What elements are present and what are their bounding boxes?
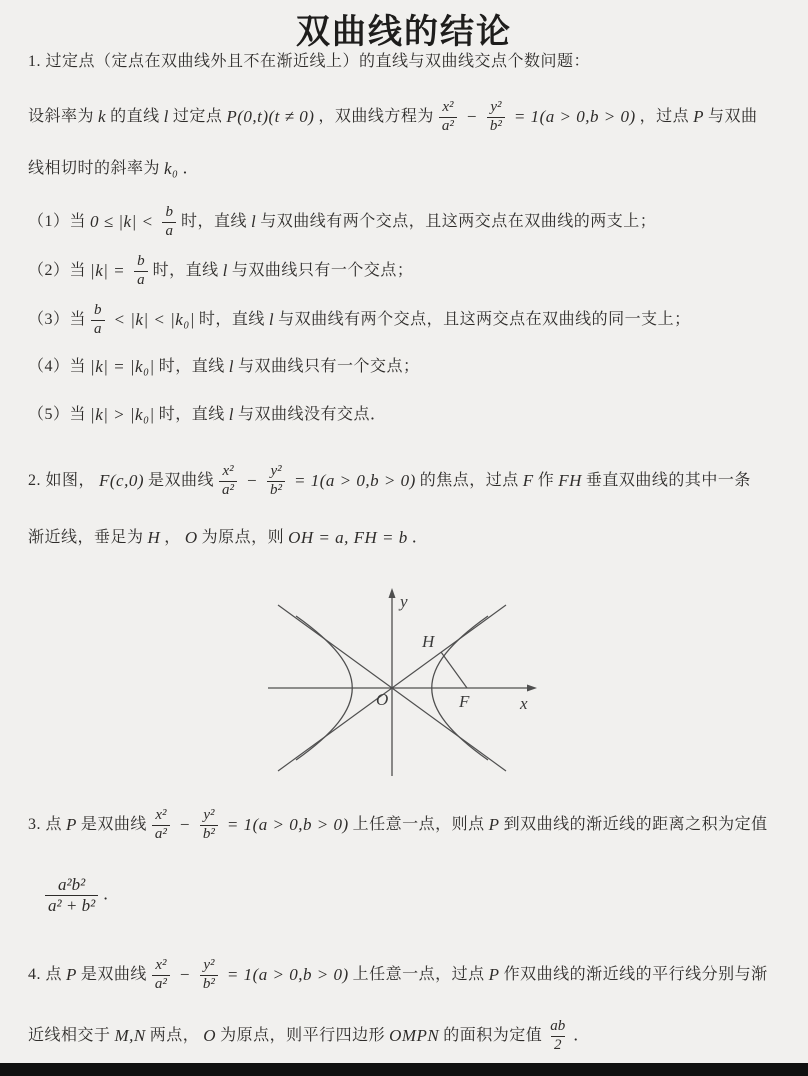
math-run: P: [488, 815, 500, 835]
fraction: [200, 957, 218, 993]
math-run: = 1(a > 0,b > 0): [513, 107, 636, 127]
text-run: 时，直线: [198, 311, 265, 328]
math-run: P: [488, 965, 500, 985]
text-run: 过定点: [172, 108, 223, 125]
case-1: [28, 197, 656, 247]
label-focus: F: [459, 692, 470, 711]
math-run: O: [203, 1026, 217, 1046]
case-4: [28, 350, 419, 384]
math-run: |k| =: [90, 261, 126, 281]
math-run: l: [222, 261, 228, 281]
fraction-numerator: y²: [490, 99, 502, 116]
fraction-numerator: y²: [270, 463, 282, 480]
case-2: [28, 247, 413, 295]
math-run: −: [178, 965, 191, 985]
text-run: 为原点，则平行四边形: [220, 1027, 386, 1044]
text-run: 时，直线: [180, 213, 247, 230]
text-run: ．: [182, 159, 199, 177]
text-run: ．: [411, 528, 429, 546]
label-y: y: [400, 592, 408, 611]
text-run: 时，直线: [158, 358, 225, 375]
math-run: l: [250, 212, 257, 232]
fraction-denominator: a: [134, 271, 148, 289]
math-run: F: [522, 471, 534, 491]
fraction-numerator: y²: [203, 957, 215, 974]
text-run: 与双曲线只有一个交点；: [237, 358, 420, 375]
math-run: −: [465, 107, 478, 127]
math-run: |k| > |k₀|: [90, 405, 155, 425]
math-run: l: [268, 310, 275, 330]
text-run: 与双曲线有两个交点，且这两交点在双曲线的同一支上；: [278, 311, 691, 328]
item1-heading: [28, 52, 590, 72]
text-run: 与双曲: [708, 108, 758, 125]
fraction-denominator: b²: [267, 481, 285, 499]
segment-fh: [441, 652, 467, 688]
text-run: 是双曲线: [80, 966, 147, 983]
text-run: 时，直线: [152, 262, 219, 279]
fraction-numerator: a²b²: [57, 874, 86, 894]
text-run: 到双曲线的渐近线的距离之积为定值: [503, 816, 768, 833]
text-run: 是双曲线: [148, 472, 215, 489]
math-run: k₀: [164, 159, 179, 178]
text-run: 是双曲线: [80, 816, 147, 833]
item4-line2: [28, 1010, 590, 1062]
text-run: 与双曲线只有一个交点；: [231, 262, 414, 279]
text-run: （1）当: [28, 213, 87, 230]
text-run: 与双曲线没有交点．: [237, 406, 387, 423]
math-run: P: [693, 107, 705, 127]
fraction: [439, 99, 457, 135]
math-run: M,N: [114, 1026, 146, 1046]
fraction-denominator: 2: [551, 1036, 565, 1054]
label-origin: O: [376, 690, 389, 709]
fraction: [134, 253, 148, 289]
math-run: |k| = |k₀|: [90, 357, 155, 377]
math-run: O: [184, 528, 198, 547]
label-foot: H: [422, 632, 435, 651]
fraction-denominator: b²: [200, 825, 218, 843]
fraction: [547, 1018, 568, 1054]
fraction-denominator: b²: [200, 975, 218, 993]
math-run: = 1(a > 0,b > 0): [226, 965, 349, 985]
fraction-denominator: b²: [487, 117, 505, 135]
fraction: [152, 807, 170, 843]
math-run: = 1(a > 0,b > 0): [294, 471, 416, 491]
hyperbola-figure: [248, 581, 548, 781]
math-run: OMPN: [389, 1026, 440, 1046]
fraction: [45, 875, 98, 915]
math-run: 0 ≤ |k| <: [90, 212, 154, 232]
math-run: −: [246, 471, 259, 491]
text-run: 4. 点: [28, 966, 63, 983]
math-run: = 1(a > 0,b > 0): [226, 815, 349, 835]
math-run: P(0,t)(t ≠ 0): [226, 107, 315, 127]
text-run: 作双曲线的渐近线的平行线分别与渐: [503, 966, 768, 983]
text-run: ．: [573, 1027, 590, 1044]
text-run: 上任意一点，过点: [352, 966, 485, 983]
math-run: H: [147, 528, 161, 547]
math-run: FH: [558, 471, 582, 491]
item3-line1: [28, 798, 768, 852]
text-run: 的焦点，过点: [419, 472, 519, 489]
math-run: −: [178, 815, 191, 835]
math-run: l: [228, 357, 234, 377]
fraction-numerator: b: [137, 253, 145, 270]
math-run: OH = a, FH = b: [288, 528, 408, 547]
fraction-numerator: x²: [155, 957, 167, 974]
text-run: 设斜率为: [28, 108, 95, 125]
fraction-numerator: b: [165, 204, 173, 221]
text-run: （5）当: [28, 406, 87, 423]
math-run: k: [98, 107, 107, 127]
math-run: P: [66, 965, 77, 985]
text-run: ，: [164, 528, 181, 546]
text-run: 与双曲线有两个交点，且这两交点在双曲线的两支上；: [260, 213, 657, 230]
math-run: P: [66, 815, 77, 835]
fraction: [91, 302, 105, 338]
fraction-numerator: x²: [155, 807, 167, 824]
text-run: ，双曲线方程为: [318, 108, 434, 125]
page-title: 双曲线的结论: [296, 14, 512, 51]
text-run: （3）当: [28, 311, 87, 328]
item2-line2: [28, 527, 428, 548]
math-run: l: [228, 405, 234, 425]
text-run: 2. 如图，: [28, 472, 96, 489]
item4-line1: [28, 948, 768, 1002]
text-run: 的面积为定值: [443, 1027, 543, 1044]
scan-edge-bar: [0, 1063, 808, 1076]
text-run: （2）当: [28, 262, 87, 279]
text-run: （4）当: [28, 358, 87, 375]
fraction-denominator: a²: [219, 481, 237, 499]
text-run: 垂直双曲线的其中一条: [585, 472, 751, 489]
fraction-denominator: a²: [152, 825, 170, 843]
fraction-denominator: a² + b²: [45, 895, 98, 916]
text-run: 上任意一点，则点: [352, 816, 485, 833]
math-run: l: [163, 107, 169, 127]
item1-body-line2: [28, 158, 199, 179]
text-run: 3. 点: [28, 816, 63, 833]
fraction: [200, 807, 218, 843]
text-run: 的直线: [110, 108, 160, 125]
text-run: 时，直线: [158, 406, 225, 423]
fraction-numerator: y²: [203, 807, 215, 824]
fraction: [267, 463, 285, 499]
text-run: ，过点: [639, 108, 690, 125]
fraction-denominator: a²: [152, 975, 170, 993]
text-run: 两点，: [149, 1027, 200, 1044]
fraction: [219, 463, 237, 499]
math-run: < |k| < |k₀|: [113, 310, 195, 330]
fraction-numerator: b: [94, 302, 102, 319]
text-run: 为原点，则: [201, 528, 285, 546]
fraction-denominator: a²: [439, 117, 457, 135]
fraction-denominator: a: [162, 222, 176, 240]
text-run: 线相切时的斜率为: [28, 159, 161, 177]
text-run: 作: [537, 472, 555, 489]
text-run: ．: [103, 886, 120, 903]
fraction: [162, 204, 176, 240]
text-run: 近线相交于: [28, 1027, 111, 1044]
case-3: [28, 296, 691, 344]
math-run: F(c,0): [99, 471, 145, 491]
case-5: [28, 398, 386, 432]
item1-body-line1: [28, 90, 758, 144]
fraction-numerator: x²: [222, 463, 234, 480]
item3-result-fraction: [40, 866, 120, 924]
fraction-numerator: ab: [550, 1018, 566, 1035]
text-run: 1. 过定点（定点在双曲线外且不在渐近线上）的直线与双曲线交点个数问题：: [28, 53, 591, 70]
y-axis-arrow-icon: [389, 588, 396, 598]
fraction-numerator: x²: [442, 99, 454, 116]
label-x: x: [520, 694, 528, 713]
fraction-denominator: a: [91, 320, 105, 338]
text-run: 渐近线，垂足为: [28, 528, 144, 546]
fraction: [487, 99, 505, 135]
fraction: [152, 957, 170, 993]
item2-line1: [28, 454, 751, 508]
x-axis-arrow-icon: [527, 685, 537, 692]
